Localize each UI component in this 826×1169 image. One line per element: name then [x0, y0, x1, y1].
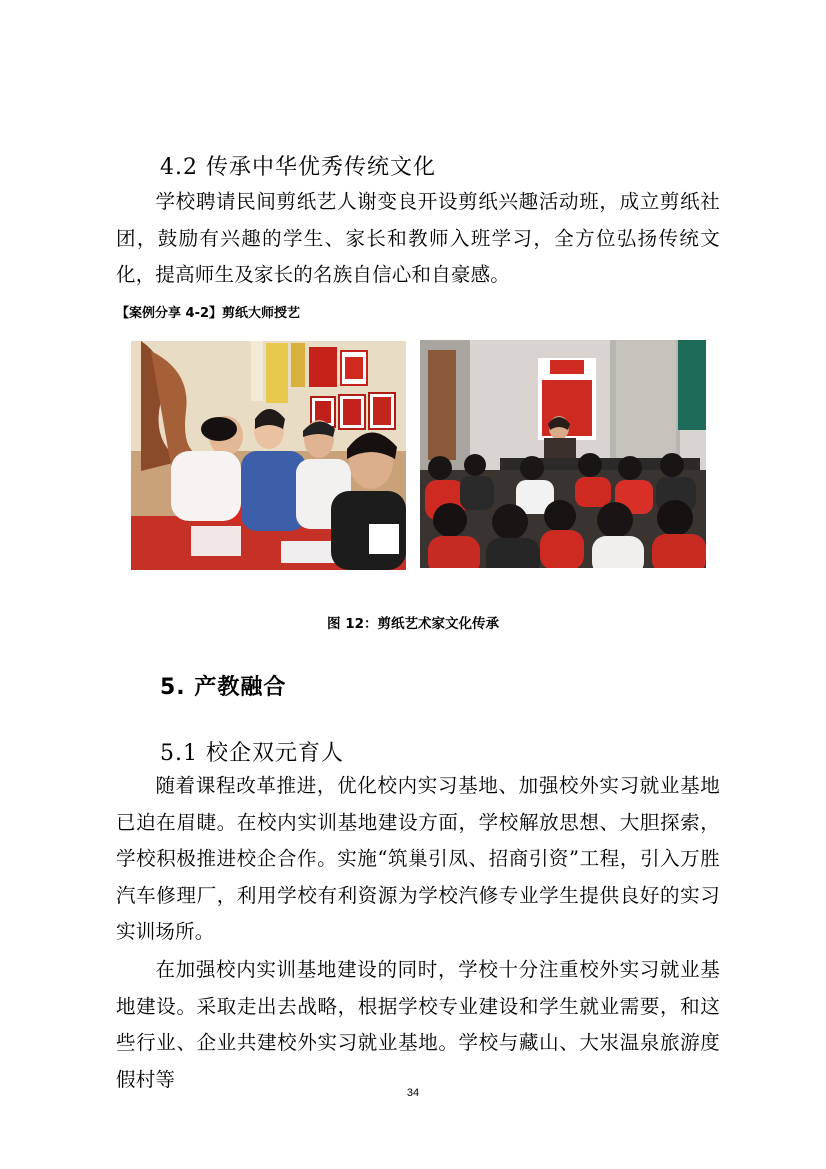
section-5-1-paragraph-1 — [116, 768, 720, 951]
section-5-1-paragraph-2 — [116, 952, 720, 1098]
section-5-1-paragraph-2-text: 在加强校内实训基地建设的同时，学校十分注重校外实习就业基地建设。采取走出去战略，根据学校专业建设和学生就业需要，和这些行业、企业共建校外实习就业基地。学校与藏山、大汖温泉旅游度假村等 — [116, 958, 720, 1091]
page-number: 34 — [406, 1087, 420, 1099]
section-heading-5: 5. 产教融合 — [160, 675, 287, 700]
classroom-photo-right — [420, 340, 706, 568]
section-heading-5-1: 5.1 校企双元育人 — [160, 741, 344, 766]
section-heading-4-2: 4.2 传承中华优秀传统文化 — [160, 155, 436, 180]
section-4-2-paragraph — [116, 184, 720, 294]
figure-caption: 图 12：剪纸艺术家文化传承 — [327, 616, 499, 632]
section-5-1-paragraph-1-text: 随着课程改革推进，优化校内实习基地、加强校外实习就业基地已迫在眉睫。在校内实训基地建设方面，学校解放思想、大胆探索，学校积极推进校企合作。实施“筑巢引凤、招商引资”工程，引入万胜汽车修理厂，利用学校有利资源为学校汽修专业学生提供良好的实习实训场所。 — [116, 774, 720, 943]
paper-cutting-photo-left — [131, 341, 406, 570]
section-4-2-paragraph-text: 学校聘请民间剪纸艺人谢变良开设剪纸兴趣活动班，成立剪纸社团，鼓励有兴趣的学生、家长和教师入班学习，全方位弘扬传统文化，提高师生及家长的名族自信心和自豪感。 — [116, 190, 720, 286]
photo-icon — [131, 341, 406, 570]
photo-icon — [420, 340, 706, 568]
case-share-label: 【案例分享 4-2】剪纸大师授艺 — [116, 306, 301, 321]
